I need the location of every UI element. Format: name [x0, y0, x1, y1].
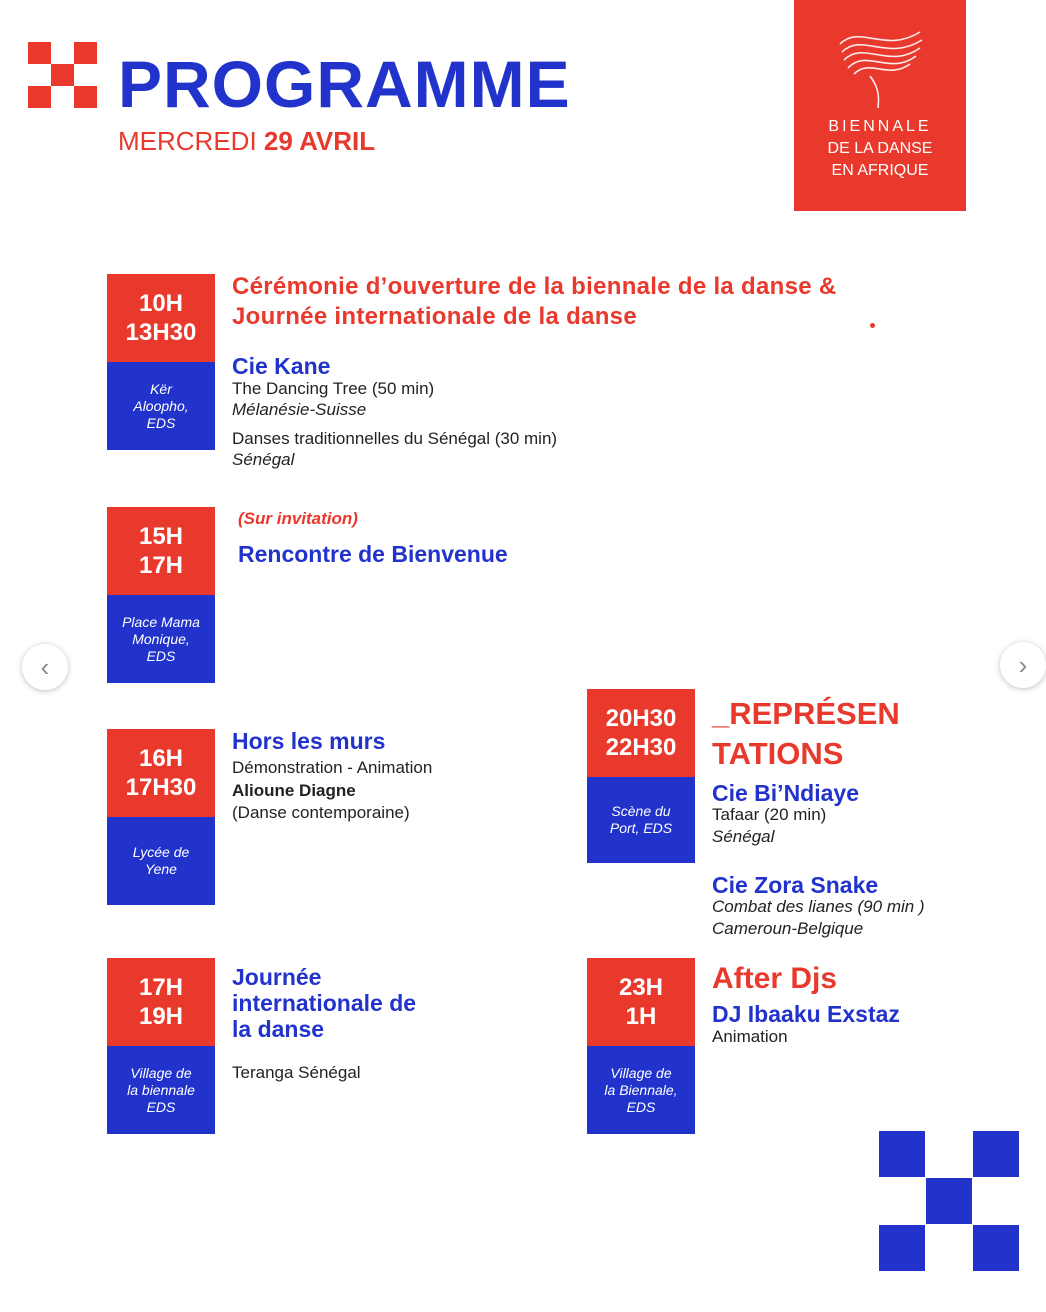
venue — [107, 362, 215, 450]
time-end: 17H30 — [125, 774, 197, 801]
performance-title: Tafaar (20 min) — [712, 805, 827, 824]
venue-line: la biennale — [127, 1081, 195, 1098]
time-block — [107, 729, 215, 905]
checker-logo-icon — [28, 42, 98, 108]
invitation-note: (Sur invitation) — [238, 509, 358, 528]
event-description: Démonstration - Animation — [232, 758, 433, 777]
time-range — [107, 958, 215, 1046]
next-slide-button[interactable] — [1000, 642, 1046, 688]
venue-line: Yene — [145, 861, 177, 877]
venue-line: Lycée de — [132, 844, 190, 860]
venue-line: EDS — [146, 647, 176, 664]
title-line: la danse — [232, 1016, 325, 1042]
time-start: 16H — [138, 745, 184, 772]
logo-line-3: EN AFRIQUE — [831, 162, 929, 179]
logo-line-2: DE LA DANSE — [827, 140, 933, 157]
date-rest: 29 AVRIL — [263, 126, 376, 156]
time-start: 10H — [138, 290, 184, 317]
time-end: 19H — [138, 1003, 184, 1030]
event-title: Hors les murs — [232, 728, 386, 754]
venue — [587, 1046, 695, 1134]
previous-slide-button[interactable] — [22, 644, 68, 690]
date-day: MERCREDI — [118, 126, 257, 156]
venue-line: Scène du — [611, 803, 671, 819]
title-line: _REPRÉSEN — [712, 696, 900, 731]
venue — [107, 1046, 215, 1134]
time-end: 1H — [625, 1003, 657, 1030]
event-title: Rencontre de Bienvenue — [238, 541, 508, 567]
company-name: Cie Bi’Ndiaye — [712, 780, 859, 806]
title-line: internationale de — [232, 990, 417, 1016]
venue — [107, 595, 215, 683]
time-block — [107, 274, 215, 450]
biennale-logo — [794, 0, 966, 211]
chevron-left-icon: ‹ — [40, 651, 50, 682]
venue-line: EDS — [626, 1098, 656, 1115]
time-block — [107, 958, 215, 1134]
venue-line: Port, EDS — [609, 820, 673, 836]
performance-origin: Cameroun-Belgique — [712, 919, 864, 938]
performance-title: Combat des lianes (90 min ) — [712, 897, 925, 916]
venue — [107, 817, 215, 905]
event-description: Teranga Sénégal — [232, 1063, 361, 1082]
logo-line-1: BIENNALE — [828, 118, 932, 135]
performance-origin: Sénégal — [712, 827, 775, 846]
venue-line: EDS — [146, 414, 176, 431]
title-line: TATIONS — [712, 736, 844, 771]
time-start: 15H — [138, 523, 184, 550]
time-start: 23H — [618, 974, 664, 1001]
time-range — [107, 507, 215, 595]
event-title: Cérémonie d’ouverture de la biennale de la danse & Journée internationale de la danse — [232, 273, 837, 330]
time-range — [107, 274, 215, 362]
performance-title: The Dancing Tree (50 min) — [232, 379, 435, 398]
time-block — [107, 507, 215, 683]
performance-title: Danses traditionnelles du Sénégal (30 min) — [232, 429, 558, 448]
time-end: 13H30 — [125, 319, 197, 346]
venue-line: Place Mama — [122, 613, 200, 630]
time-start: 20H30 — [605, 705, 677, 732]
dance-style: (Danse contemporaine) — [232, 803, 410, 822]
dance-wave-icon — [830, 14, 930, 114]
venue-line: Monique, — [132, 630, 190, 647]
company-name: DJ Ibaaku Exstaz — [712, 1001, 900, 1027]
time-range — [587, 689, 695, 777]
time-range — [107, 729, 215, 817]
time-end: 17H — [138, 552, 184, 579]
venue-line: Village de — [130, 1064, 192, 1081]
time-range — [587, 958, 695, 1046]
company-name: Cie Zora Snake — [712, 872, 879, 898]
chevron-right-icon: › — [1018, 649, 1028, 680]
page-title: PROGRAMME — [118, 47, 571, 121]
page-date — [118, 126, 375, 156]
decorative-checker-icon — [879, 1131, 1019, 1271]
venue-line: la Biennale, — [604, 1081, 678, 1098]
event-title — [232, 964, 416, 1042]
time-block — [587, 958, 695, 1134]
event-description: Animation — [712, 1027, 788, 1046]
artist-name: Alioune Diagne — [232, 781, 356, 800]
venue-line: Aloopho, — [133, 397, 189, 414]
performance-origin: Sénégal — [232, 450, 295, 469]
venue — [587, 777, 695, 863]
venue-line: EDS — [146, 1098, 176, 1115]
event-title: After Djs — [712, 962, 838, 995]
decorative-dot — [870, 323, 875, 328]
venue-line: Kër — [150, 380, 172, 397]
performance-origin: Mélanésie-Suisse — [232, 400, 367, 419]
title-line: Journée — [232, 964, 322, 990]
time-block — [587, 689, 695, 863]
time-start: 17H — [138, 974, 184, 1001]
company-name: Cie Kane — [232, 353, 331, 379]
venue-line: Village de — [610, 1064, 672, 1081]
section-title — [712, 694, 900, 774]
time-end: 22H30 — [605, 734, 677, 761]
